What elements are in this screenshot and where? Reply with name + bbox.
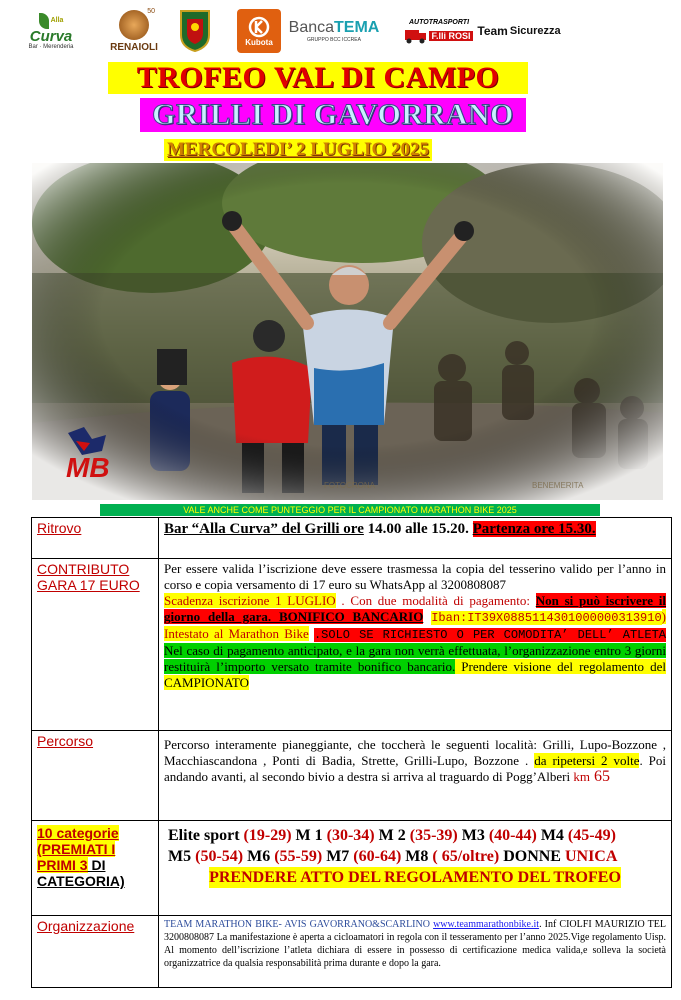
cat-age: (35-39) — [409, 827, 458, 844]
cat-age: (60-64) — [353, 848, 402, 865]
label-percorso: Percorso — [32, 731, 159, 821]
label-organizzazione: Organizzazione — [32, 916, 159, 988]
percorso-km-label: km — [573, 769, 590, 784]
categorie-label-a: 10 categorie (PREMIATI I PRIMI — [37, 825, 119, 873]
ritrovo-time: 14.00 alle 15.20. — [363, 521, 473, 537]
kubota-text: Kubota — [245, 37, 273, 47]
curva-text: Curva — [29, 27, 73, 45]
org-website-link[interactable]: www.teammarathonbike.it — [433, 919, 540, 930]
row-contributo — [32, 559, 672, 731]
race-photo — [32, 163, 663, 500]
cat-name: M7 — [322, 848, 354, 865]
categorie-label-b: 3 — [79, 857, 88, 873]
cat-age: ( 65/oltre) — [432, 848, 500, 865]
sicurezza-text: Sicurezza — [509, 25, 561, 37]
ritrovo-start: Partenza ore 15.30. — [472, 521, 596, 537]
row-percorso — [32, 731, 672, 821]
rosi-text: F.lli ROSI — [431, 30, 471, 41]
categorie-text — [159, 821, 672, 916]
label-ritrovo: Ritrovo — [32, 518, 159, 559]
contributo-holder: ) Intestato al Marathon Bike — [164, 609, 666, 641]
contributo-modes: . Con due modalità di pagamento: — [335, 593, 530, 608]
row-ritrovo — [32, 518, 672, 559]
photo-watermark-right: BENEMERITA — [532, 481, 584, 490]
curva-bar-logo — [22, 6, 80, 56]
cat-age: (19-29) — [243, 827, 292, 844]
cat-name: M5 — [168, 848, 196, 865]
donne-unica: UNICA — [564, 848, 618, 865]
percorso-laps: da ripetersi 2 volte — [534, 753, 640, 768]
info-table — [31, 517, 672, 988]
donne-label: DONNE — [499, 848, 565, 865]
categorie-list — [164, 825, 666, 846]
banca-subtext: GRUPPO BCC ICCREA — [307, 37, 361, 43]
renaioli-logo — [104, 6, 164, 56]
rosi-logo — [402, 6, 476, 56]
cat-age: (55-59) — [274, 848, 323, 865]
contributo-iban: Iban:IT39X0885114301000000313910 — [431, 611, 662, 625]
curva-top-text: Alla — [50, 17, 64, 24]
kubota-k-icon — [248, 16, 270, 38]
cat-age: (45-49) — [567, 827, 616, 844]
banca-text: Banca — [288, 19, 335, 36]
organizzazione-text — [159, 916, 672, 988]
leaf-icon — [39, 13, 49, 29]
contributo-deadline: Scadenza iscrizione 1 LUGLIO — [164, 593, 336, 608]
renaioli-emblem-icon — [119, 7, 155, 40]
percorso-route: Percorso interamente pianeggiante, che toccherà le seguenti località: Grilli, Lupo-Bozzone , Macchiascandona , Ponti di Badia, Strette, Grilli-Lupo, Bozzone . — [164, 737, 666, 768]
tema-text: TEMA — [334, 19, 380, 36]
event-date: MERCOLEDI’ 2 LUGLIO 2025 — [164, 139, 432, 161]
mb-logo — [62, 425, 136, 485]
autotrasporti-text: AUTOTRASPORTI — [408, 18, 470, 26]
org-details: . Inf CIOLFI MAURIZIO TEL 3200808087 La manifestazione è aperta a cicloamatori in regola con il tesseramento per l’anno 2025.Vige regolamento Uisp. Al momento dell’iscrizione l’atleta dichiara di essere in possesso di certificazione medica valida,e solleva la società organizzatrice da qualsia responsabilità prima durante e dopo la gara. — [164, 919, 666, 969]
title-line-1: TROFEO VAL DI CAMPO — [108, 62, 528, 94]
cat-name: M4 — [536, 827, 568, 844]
categorie-label-c: DI CATEGORIA) — [37, 857, 125, 889]
contributo-text — [159, 559, 672, 731]
categorie-list-2 — [164, 846, 666, 867]
crest-logo — [176, 6, 214, 56]
team-sicurezza-logo — [477, 6, 561, 56]
cat-name: M6 — [243, 848, 275, 865]
ritrovo-place: Bar “Alla Curva” del Grilli ore — [164, 521, 364, 537]
cat-name: M 1 — [291, 827, 327, 844]
row-categorie — [32, 821, 672, 916]
renaioli-text: RENAIOLI — [110, 41, 158, 53]
truck-icon — [405, 28, 427, 44]
photo-watermark-left: FOTOCRONA — [324, 481, 375, 490]
cat-age: (40-44) — [488, 827, 537, 844]
contributo-regulation: Prendere visione del regolamento del CAMPIONATO — [164, 659, 666, 690]
cat-age: (30-34) — [326, 827, 375, 844]
cat-name: M3 — [457, 827, 489, 844]
label-categorie — [32, 821, 159, 916]
title-line-2: GRILLI DI GAVORRANO — [140, 98, 526, 132]
contributo-refund: Nel caso di pagamento anticipato, e la gara non verrà effettuata, l’organizzazione entro 3 giorni restituirà l’importo versato tramite bonifico bancario. — [164, 643, 666, 674]
percorso-finish: . Poi andando avanti, al secondo bivio a destra si arriva al traguardo di Pogg’Alberi — [164, 753, 667, 784]
ritrovo-text — [159, 518, 672, 559]
team-text: Team — [477, 24, 508, 38]
percorso-distance: 65 — [590, 768, 610, 785]
percorso-text — [159, 731, 672, 821]
cat-name: M 2 — [374, 827, 410, 844]
row-organizzazione — [32, 916, 672, 988]
label-contributo: CONTRIBUTO GARA 17 EURO — [32, 559, 159, 731]
cat-age: (50-54) — [195, 848, 244, 865]
categorie-regulation-note: PRENDERE ATTO DEL REGOLAMENTO DEL TROFEO — [209, 869, 621, 886]
contributo-intro: Per essere valida l’iscrizione deve essere trasmessa la copia del tesserino valido per l’anno in corso e copia versamento di 17 euro su WhatsApp al 3200808087 — [164, 561, 666, 592]
contributo-no-same-day: Non si può iscrivere il giorno della gara. BONIFICO BANCARIO — [164, 593, 667, 624]
banca-tema-logo — [288, 6, 380, 56]
cat-name: Elite sport — [168, 827, 244, 844]
championship-banner: VALE ANCHE COME PUNTEGGIO PER IL CAMPIONATO MARATHON BIKE 2025 — [100, 504, 600, 516]
curva-subtext: Bar · Merenderia — [28, 43, 74, 50]
cat-name: M8 — [401, 848, 433, 865]
city-crest-icon — [179, 9, 211, 53]
mb-logo-text: MB — [66, 452, 110, 483]
kubota-logo — [236, 6, 282, 56]
contributo-only-if-requested: .SOLO SE RICHIESTO O PER COMODITA’ DELL’ ATLETA — [313, 628, 666, 642]
renaioli-fifty: 50 — [147, 7, 155, 15]
org-team: TEAM MARATHON BIKE- AVIS GAVORRANO&SCARLINO — [164, 919, 434, 930]
